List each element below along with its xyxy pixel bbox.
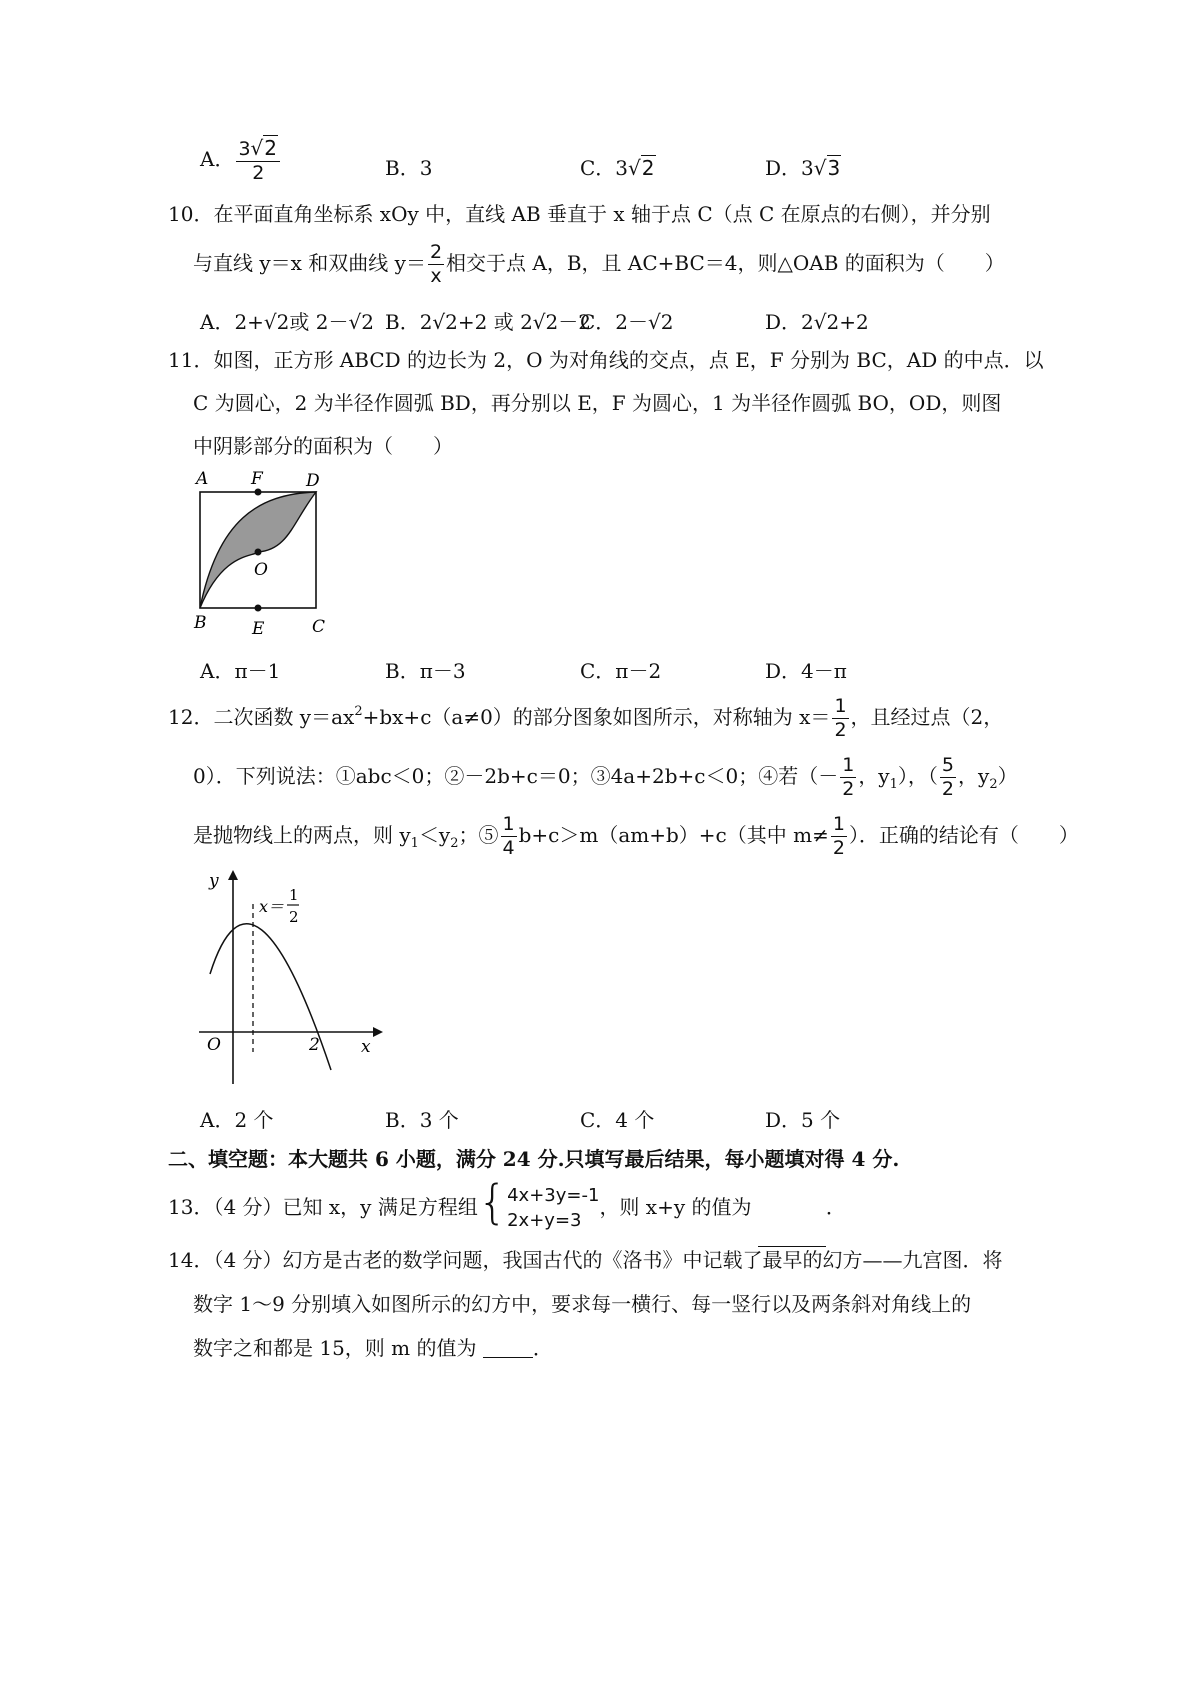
symmetry-label: x＝ [259, 897, 285, 916]
numerator: 1 [834, 695, 847, 717]
label-d: D [306, 471, 320, 491]
numerator: 1 [502, 813, 515, 835]
denominator: 2 [941, 778, 954, 800]
text-span: ，则 x+y 的值为 [599, 1195, 758, 1219]
section-heading: 二、填空题：本大题共 6 小题，满分 24 分.只填写最后结果，每小题填对得 4 分. [168, 1147, 900, 1171]
fraction [831, 815, 847, 858]
parabola-figure [195, 862, 395, 1087]
option-label: D．3 [765, 156, 814, 180]
text-span: ；⑤ [458, 823, 499, 847]
point-e [255, 605, 262, 612]
q10-option-a: A．2+√2或 2－√2 [200, 310, 374, 334]
q14-line-3 [193, 1338, 553, 1358]
q13-line [168, 1175, 846, 1233]
numerator: 2 [429, 241, 443, 263]
label-y: y [209, 871, 219, 891]
q11-option-c: C．π－2 [580, 659, 662, 683]
q12-line-3 [193, 815, 1079, 858]
text-span: ＜y [418, 823, 451, 847]
fraction [501, 815, 517, 858]
radical: √3 [813, 156, 841, 180]
fraction [236, 138, 280, 183]
label-origin: O [207, 1035, 221, 1055]
text-span: b+c＞m（am+b）+c（其中 m≠ [518, 823, 829, 847]
subscript: 1 [889, 777, 898, 792]
text-span: 0）．下列说法：①abc＜0；②－2b+c＝0；③4a+2b+c＜0；④若（－ [193, 764, 839, 788]
point-f [255, 489, 262, 496]
radical: √2 [250, 136, 278, 160]
label-b: B [194, 613, 207, 633]
q11-option-a: A．π－1 [200, 659, 281, 683]
text-span: ） [997, 764, 1018, 788]
q10-option-b: B．2√2+2 或 2√2－2 [385, 310, 592, 334]
text-span: 是抛物线上的两点，则 y [193, 823, 411, 847]
numerator: 1 [842, 754, 855, 776]
label-c: C [312, 617, 326, 637]
q12-option-c: C．4 个 [580, 1108, 655, 1132]
denominator: 2 [834, 719, 847, 741]
label-f: F [251, 469, 263, 489]
q12-line-1 [168, 697, 1003, 740]
q12-line-2 [193, 756, 1018, 799]
q11-option-b: B．π－3 [385, 659, 466, 683]
text-span: 数字之和都是 15，则 m 的值为 [193, 1336, 483, 1360]
subscript: 2 [450, 836, 459, 851]
text-span: ）．正确的结论有（ ） [848, 823, 1079, 847]
q11-line-1: 11．如图，正方形 ABCD 的边长为 2，O 为对角线的交点，点 E，F 分别为 BC，AD 的中点．以 [168, 348, 1044, 372]
radicand: 3 [827, 156, 841, 180]
equation-system [507, 1183, 599, 1233]
brace-glyph: { [477, 1175, 508, 1229]
q12-option-d: D．5 个 [765, 1108, 841, 1132]
fraction [940, 756, 956, 799]
text-span: 相交于点 A，B，且 AC+BC＝4，则△OAB 的面积为（ ） [446, 251, 1005, 275]
text-span: ，且经过点（2， [850, 705, 1004, 729]
superscript: 2 [354, 704, 363, 719]
denominator: 2 [842, 778, 855, 800]
label-two: 2 [309, 1035, 320, 1055]
subscript: 1 [410, 836, 419, 851]
q14-line-1: 14．（4 分）幻方是古老的数学问题，我国古代的《洛书》中记载了最早的幻方——九宫图．将 [168, 1248, 1003, 1272]
radical: √2 [628, 156, 655, 180]
option-label: C．3 [580, 156, 629, 180]
symmetry-label-numerator: 1 [289, 886, 299, 904]
q12-option-a: A．2 个 [200, 1108, 274, 1132]
fraction [840, 756, 856, 799]
q10-line-2 [193, 243, 1005, 286]
denominator: 2 [252, 162, 265, 184]
y-axis-arrow [228, 870, 238, 880]
numerator: 1 [832, 813, 845, 835]
fraction [428, 243, 444, 286]
text-span: 与直线 y＝x 和双曲线 y＝ [193, 251, 426, 275]
point-o [255, 549, 262, 556]
text-span: 12．二次函数 y＝ax [168, 705, 355, 729]
q14-line-2: 数字 1～9 分别填入如图所示的幻方中，要求每一横行、每一竖行以及两条斜对角线上的 [193, 1292, 972, 1316]
text-span: ． [532, 1336, 553, 1360]
q9-option-a [200, 138, 282, 183]
radicand: 2 [264, 136, 278, 160]
x-axis-arrow [373, 1027, 383, 1037]
text-span: 13．（4 分）已知 x，y 满足方程组 [168, 1195, 478, 1219]
fraction [832, 697, 848, 740]
q10-option-c: C．2－√2 [580, 310, 674, 334]
q11-option-d: D．4－π [765, 659, 847, 683]
equation-2: 2x+y=3 [507, 1210, 582, 1231]
square-figure [188, 462, 338, 644]
radicand: 2 [641, 156, 655, 180]
q9-option-c [580, 152, 656, 181]
text-span: ，y [858, 764, 890, 788]
label-o: O [254, 560, 268, 580]
text-span: +bx+c（a≠0）的部分图象如图所示，对称轴为 x＝ [362, 705, 831, 729]
denominator: 4 [502, 837, 515, 859]
equation-1: 4x+3y=-1 [507, 1185, 600, 1206]
numerator: 5 [941, 754, 954, 776]
text-span: ． [825, 1195, 846, 1219]
denominator: x [430, 265, 442, 287]
q10-option-d: D．2√2+2 [765, 310, 869, 334]
answer-blank[interactable] [758, 1226, 826, 1247]
q11-line-2: C 为圆心，2 为半径作圆弧 BD，再分别以 E，F 为圆心，1 为半径作圆弧 BO，OD，则图 [193, 391, 1002, 415]
option-label: A． [200, 147, 235, 171]
numerator: 3 [238, 138, 251, 160]
subscript: 2 [989, 777, 998, 792]
label-e: E [252, 619, 265, 639]
q9-option-b: B．3 [385, 156, 433, 180]
q12-option-b: B．3 个 [385, 1108, 459, 1132]
label-a: A [196, 469, 209, 489]
answer-blank[interactable] [483, 1338, 533, 1358]
text-span: ），（ [897, 764, 938, 788]
denominator: 2 [832, 837, 845, 859]
symmetry-label-denominator: 2 [289, 908, 299, 926]
q9-option-d [765, 152, 841, 181]
q11-line-3: 中阴影部分的面积为（ ） [193, 434, 453, 458]
text-span: ，y [958, 764, 990, 788]
q10-line-1: 10．在平面直角坐标系 xOy 中，直线 AB 垂直于 x 轴于点 C（点 C 在原点的右侧），并分别 [168, 202, 991, 226]
label-x: x [361, 1037, 371, 1057]
